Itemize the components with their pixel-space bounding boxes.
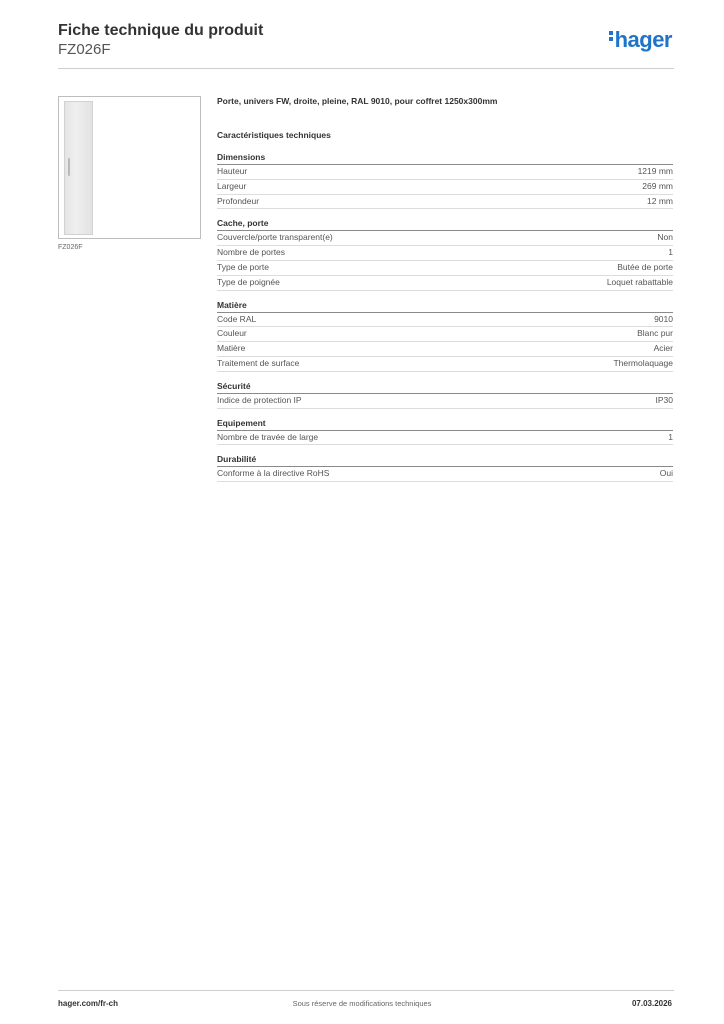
product-image [58, 96, 201, 239]
footer-website: hager.com/fr-ch [58, 999, 119, 1008]
spec-label: Matière [217, 343, 246, 354]
spec-label: Profondeur [217, 195, 260, 206]
footer-divider [58, 990, 674, 991]
spec-row [217, 327, 673, 342]
spec-label: Traitement de surface [217, 357, 300, 368]
product-reference: FZ026F [58, 41, 111, 58]
spec-value: Thermolaquage [613, 357, 673, 368]
spec-value: Butée de porte [617, 261, 673, 272]
spec-group-title: Equipement [217, 418, 673, 431]
product-image-caption: FZ026F [58, 244, 83, 251]
spec-row [217, 195, 673, 210]
spec-label: Largeur [217, 180, 247, 191]
spec-row [217, 357, 673, 372]
characteristics-title: Caractéristiques techniques [217, 130, 331, 140]
spec-group-title: Cache, porte [217, 218, 673, 231]
spec-group-title: Durabilité [217, 454, 673, 467]
logo-text: hager [614, 27, 672, 52]
spec-value: Oui [659, 468, 673, 479]
spec-value: 1 [668, 431, 673, 442]
spec-group [217, 454, 673, 482]
header-divider [58, 68, 674, 69]
spec-value: Non [657, 232, 673, 243]
page-header [58, 22, 674, 70]
spec-label: Type de porte [217, 261, 269, 272]
hager-logo [609, 28, 672, 52]
footer-disclaimer: Sous réserve de modifications techniques [292, 999, 432, 1008]
spec-label: Hauteur [217, 166, 248, 176]
spec-value: Blanc pur [637, 328, 673, 339]
footer-date: 07.03.2026 [631, 999, 672, 1008]
door-panel-illustration [64, 101, 93, 235]
spec-label: Conforme à la directive RoHS [217, 468, 330, 479]
spec-group-title: Dimensions [217, 152, 673, 165]
spec-label: Nombre de travée de large [217, 431, 319, 442]
spec-row [217, 246, 673, 261]
spec-value: Loquet rabattable [606, 276, 673, 287]
spec-label: Code RAL [217, 313, 257, 324]
spec-row [217, 467, 673, 482]
page-title: Fiche technique du produit [58, 22, 264, 39]
spec-value: Acier [653, 343, 673, 354]
spec-value: 1219 mm [637, 166, 673, 176]
spec-group [217, 152, 673, 209]
product-details [217, 96, 673, 491]
spec-label: Indice de protection IP [217, 394, 302, 405]
characteristics-groups [217, 152, 673, 482]
spec-row [217, 261, 673, 276]
spec-label: Nombre de portes [217, 247, 286, 258]
spec-row [217, 313, 673, 328]
spec-row [217, 342, 673, 357]
spec-group [217, 300, 673, 372]
spec-group-title: Sécurité [217, 381, 673, 394]
door-handle-icon [68, 158, 70, 176]
spec-row [217, 431, 673, 446]
logo-dots-icon [609, 31, 613, 43]
spec-row [217, 180, 673, 195]
spec-value: IP30 [655, 394, 673, 405]
spec-group [217, 418, 673, 446]
product-description: Porte, univers FW, droite, pleine, RAL 9010, pour coffret 1250x300mm [217, 96, 498, 106]
spec-group [217, 218, 673, 290]
spec-row [217, 165, 673, 180]
spec-row [217, 231, 673, 246]
spec-label: Couvercle/porte transparent(e) [217, 232, 333, 243]
spec-value: 12 mm [647, 195, 673, 206]
spec-value: 269 mm [642, 180, 673, 191]
spec-value: 9010 [654, 313, 673, 324]
spec-group-title: Matière [217, 300, 673, 313]
spec-value: 1 [668, 247, 673, 258]
spec-row [217, 394, 673, 409]
spec-label: Couleur [217, 328, 247, 339]
spec-row [217, 276, 673, 291]
spec-label: Type de poignée [217, 276, 280, 287]
spec-group [217, 381, 673, 409]
